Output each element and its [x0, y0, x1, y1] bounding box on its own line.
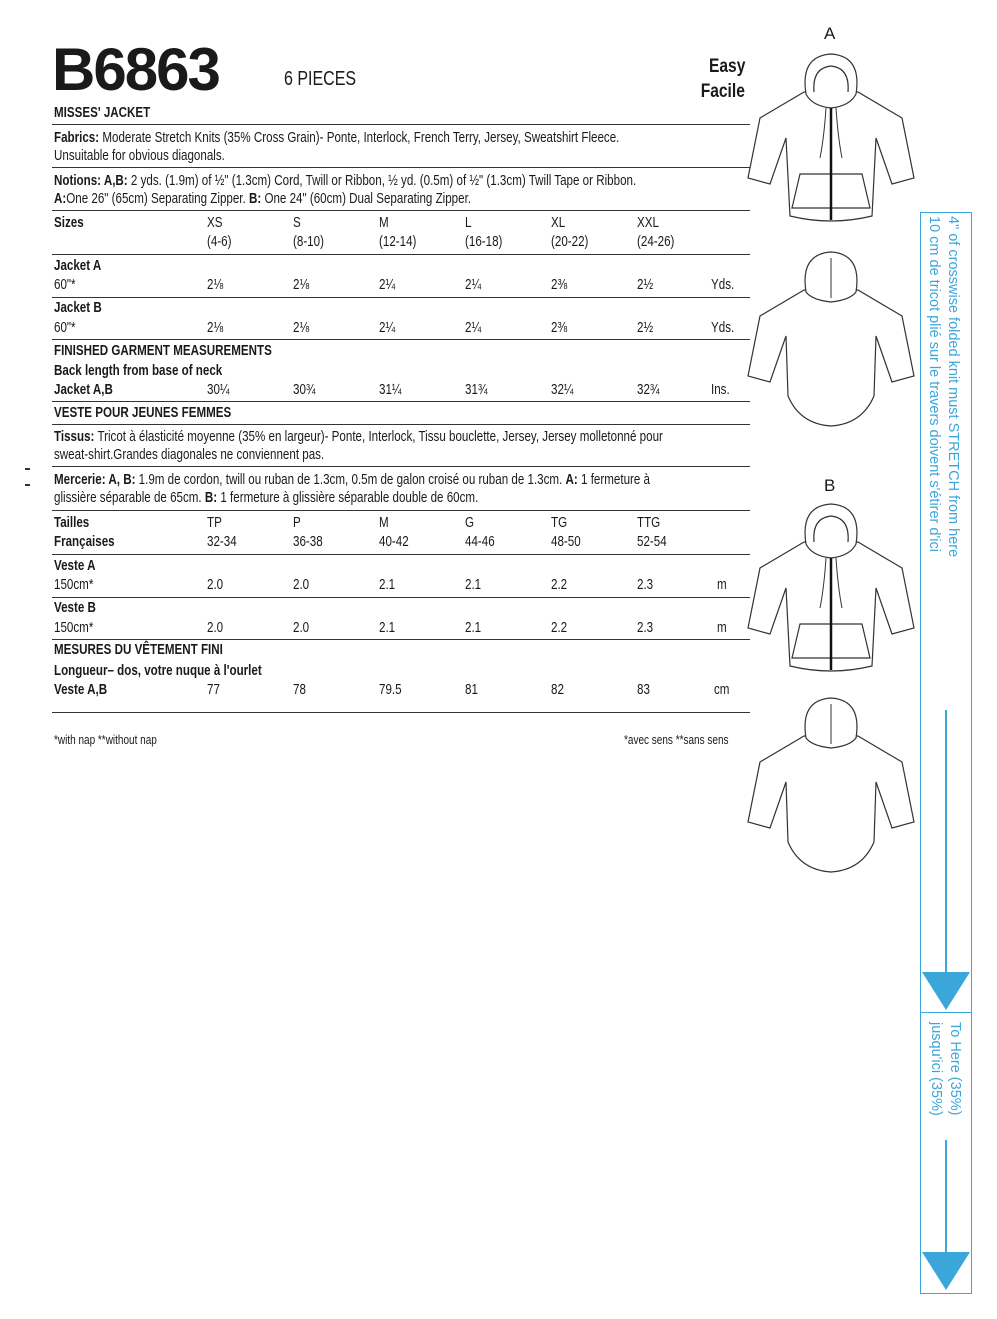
size-range-0: (4-6) — [207, 234, 232, 250]
divider — [52, 401, 750, 402]
jacket-a-value-5: 2½ — [637, 277, 654, 293]
mercerie-label: Mercerie: A, B: — [54, 472, 136, 488]
divider — [52, 554, 750, 555]
jacket-b-value-2: 2¼ — [379, 320, 396, 336]
mercerie-text: 1.9m de cordon, twill ou ruban de 1.3cm, 0.5m de galon croisé ou ruban de 1.3cm. — [138, 472, 563, 488]
jacket-a-front-drawing — [740, 48, 922, 228]
mercerie-text-2: glissière séparable de 65cm. — [54, 490, 202, 506]
mercerie-b-text: 1 fermeture à glissière séparable double de 60cm. — [220, 490, 479, 506]
back-length-value-5: 32¾ — [637, 382, 660, 398]
stretch-line-2: 10 cm de tricot plié sur le travers doivent s'étirer d'ici — [926, 216, 942, 552]
size-3: L — [465, 215, 472, 231]
back-length-value-3: 31¾ — [465, 382, 488, 398]
back-length-value-4: 32¼ — [551, 382, 574, 398]
jacket-a-value-0: 2⅛ — [207, 277, 224, 293]
jacket-a-value-3: 2¼ — [465, 277, 482, 293]
back-length-value-fr-4: 82 — [551, 682, 564, 698]
notions-line — [54, 173, 636, 189]
jacket-b-label: Jacket B — [54, 300, 102, 316]
taille-5: TTG — [637, 515, 661, 531]
jacket-b-unit: Yds. — [711, 320, 735, 336]
divider — [52, 167, 750, 168]
jacket-b-value-0: 2⅛ — [207, 320, 224, 336]
title-en: MISSES' JACKET — [54, 105, 151, 121]
mercerie-b-label: B: — [204, 490, 218, 506]
tissus-text: Tricot à élasticité moyenne (35% en largeur)- Ponte, Interlock, Tissu bouclette, Jersey, Jersey molletonné pour — [97, 429, 663, 445]
divider — [52, 510, 750, 511]
taille-range-3: 44-46 — [465, 534, 495, 550]
difficulty-en: Easy — [708, 56, 745, 77]
back-length-row-label: Jacket A,B — [54, 382, 113, 398]
jacket-a-unit: Yds. — [711, 277, 735, 293]
notions-label: Notions: A,B: — [54, 173, 128, 189]
veste-b-value-2: 2.1 — [379, 620, 396, 636]
veste-b-value-0: 2.0 — [207, 620, 224, 636]
divider — [52, 210, 750, 211]
mercerie-a-label: A: — [565, 472, 578, 488]
title-fr: VESTE POUR JEUNES FEMMES — [54, 405, 232, 421]
view-a-label: A — [824, 24, 836, 43]
jacket-a-value-4: 2⅜ — [551, 277, 568, 293]
fabrics-line — [54, 130, 619, 146]
view-b-label: B — [824, 476, 836, 495]
size-range-4: (20-22) — [551, 234, 589, 250]
back-length-value-fr-2: 79.5 — [379, 682, 402, 698]
back-length-unit: Ins. — [711, 382, 730, 398]
jacket-b-value-4: 2⅜ — [551, 320, 568, 336]
veste-a-value-2: 2.1 — [379, 577, 396, 593]
jacket-a-value-2: 2¼ — [379, 277, 396, 293]
notions-line-2 — [54, 191, 471, 207]
difficulty-fr: Facile — [700, 81, 745, 102]
jacket-b-value-5: 2½ — [637, 320, 654, 336]
divider — [52, 339, 750, 340]
tailles-label-2: Françaises — [54, 534, 115, 550]
veste-b-width: 150cm* — [54, 620, 94, 636]
back-length-unit-fr: cm — [714, 682, 730, 698]
veste-b-unit: m — [717, 620, 727, 636]
notions-a-text: One 26" (65cm) Separating Zipper. — [66, 191, 246, 207]
taille-range-1: 36-38 — [293, 534, 323, 550]
size-range-3: (16-18) — [465, 234, 503, 250]
footnote-en: *with nap **without nap — [54, 733, 157, 747]
veste-b-value-4: 2.2 — [551, 620, 568, 636]
stretch-line-1 — [945, 216, 961, 557]
notions-b-text: One 24" (60cm) Dual Separating Zipper. — [264, 191, 472, 207]
taille-range-4: 48-50 — [551, 534, 581, 550]
jacket-b-value-1: 2⅛ — [293, 320, 310, 336]
jacket-a-width: 60"* — [54, 277, 76, 293]
stretch-arrow-1 — [920, 710, 972, 1012]
back-length-value-2: 31¼ — [379, 382, 402, 398]
jacket-a-label: Jacket A — [54, 258, 102, 274]
stretch-line-1-text: 4" of crosswise folded knit must STRETCH from here — [945, 216, 961, 558]
pieces-count: 6 PIECES — [284, 68, 357, 90]
notions-a-label: A: — [54, 191, 67, 207]
back-length-value-1: 30¾ — [293, 382, 316, 398]
size-5: XXL — [637, 215, 659, 231]
stretch-arrow-2 — [920, 1140, 972, 1292]
size-2: M — [379, 215, 389, 231]
fabrics-label: Fabrics: — [54, 130, 100, 146]
taille-range-2: 40-42 — [379, 534, 409, 550]
veste-a-value-5: 2.3 — [637, 577, 654, 593]
veste-b-label: Veste B — [54, 600, 96, 616]
divider — [52, 597, 750, 598]
stretch-divider — [920, 1012, 972, 1013]
back-length-value-0: 30¼ — [207, 382, 230, 398]
size-range-1: (8-10) — [293, 234, 324, 250]
back-length-value-fr-5: 83 — [637, 682, 650, 698]
back-length-value-fr-0: 77 — [207, 682, 220, 698]
taille-range-5: 52-54 — [637, 534, 667, 550]
veste-a-width: 150cm* — [54, 577, 94, 593]
veste-a-unit: m — [717, 577, 727, 593]
taille-1: P — [293, 515, 301, 531]
veste-a-value-0: 2.0 — [207, 577, 224, 593]
divider — [52, 124, 750, 125]
taille-4: TG — [551, 515, 568, 531]
divider — [52, 712, 750, 713]
size-4: XL — [551, 215, 566, 231]
divider — [52, 424, 750, 425]
tissus-label: Tissus: — [54, 429, 95, 445]
taille-0: TP — [207, 515, 222, 531]
jacket-b-value-3: 2¼ — [465, 320, 482, 336]
divider — [52, 254, 750, 255]
size-range-5: (24-26) — [637, 234, 675, 250]
veste-a-value-4: 2.2 — [551, 577, 568, 593]
size-1: S — [293, 215, 301, 231]
taille-2: M — [379, 515, 389, 531]
divider — [52, 297, 750, 298]
veste-b-value-1: 2.0 — [293, 620, 310, 636]
jacket-a-back-drawing — [740, 246, 922, 436]
tissus-text-2: sweat-shirt.Grandes diagonales ne conviennent pas. — [54, 447, 325, 463]
to-here-fr: jusqu'ici (35%) — [928, 1022, 944, 1116]
sizes-label: Sizes — [54, 215, 84, 231]
finished-label-fr: MESURES DU VÊTEMENT FINI — [54, 642, 223, 658]
mercerie-line-2 — [54, 490, 478, 506]
notions-b-label: B: — [248, 191, 262, 207]
notions-text: 2 yds. (1.9m) of ½" (1.3cm) Cord, Twill or Ribbon, ½ yd. (0.5m) of ½" (1.3cm) Twill Tape or Ribbon. — [130, 173, 637, 189]
jacket-b-front-drawing — [740, 498, 922, 678]
pattern-number: B6863 — [52, 36, 219, 103]
tailles-label: Tailles — [54, 515, 90, 531]
veste-b-value-5: 2.3 — [637, 620, 654, 636]
fabrics-text-2: Unsuitable for obvious diagonals. — [54, 148, 225, 164]
jacket-a-value-1: 2⅛ — [293, 277, 310, 293]
back-length-label-fr: Longueur– dos, votre nuque à l'ourlet — [54, 663, 262, 679]
size-0: XS — [207, 215, 223, 231]
to-here-en: To Here (35%) — [947, 1022, 963, 1116]
margin-mark — [25, 484, 30, 486]
back-length-label: Back length from base of neck — [54, 363, 223, 379]
back-length-value-fr-1: 78 — [293, 682, 306, 698]
mercerie-line — [54, 472, 650, 488]
taille-3: G — [465, 515, 475, 531]
back-length-value-fr-3: 81 — [465, 682, 478, 698]
veste-b-value-3: 2.1 — [465, 620, 482, 636]
divider — [52, 466, 750, 467]
fabrics-text: Moderate Stretch Knits (35% Cross Grain)- Ponte, Interlock, French Terry, Jersey, Sweatshirt Fleece. — [102, 130, 620, 146]
divider — [52, 639, 750, 640]
veste-a-label: Veste A — [54, 558, 96, 574]
margin-mark — [25, 468, 30, 470]
veste-a-value-3: 2.1 — [465, 577, 482, 593]
jacket-b-width: 60"* — [54, 320, 76, 336]
veste-a-value-1: 2.0 — [293, 577, 310, 593]
size-range-2: (12-14) — [379, 234, 417, 250]
tissus-line — [54, 429, 663, 445]
jacket-b-back-drawing — [740, 692, 922, 882]
back-length-row-label-fr: Veste A,B — [54, 682, 108, 698]
taille-range-0: 32-34 — [207, 534, 237, 550]
mercerie-a-text: 1 fermeture à — [581, 472, 651, 488]
footnote-fr: *avec sens **sans sens — [624, 733, 729, 747]
finished-label: FINISHED GARMENT MEASUREMENTS — [54, 343, 272, 359]
